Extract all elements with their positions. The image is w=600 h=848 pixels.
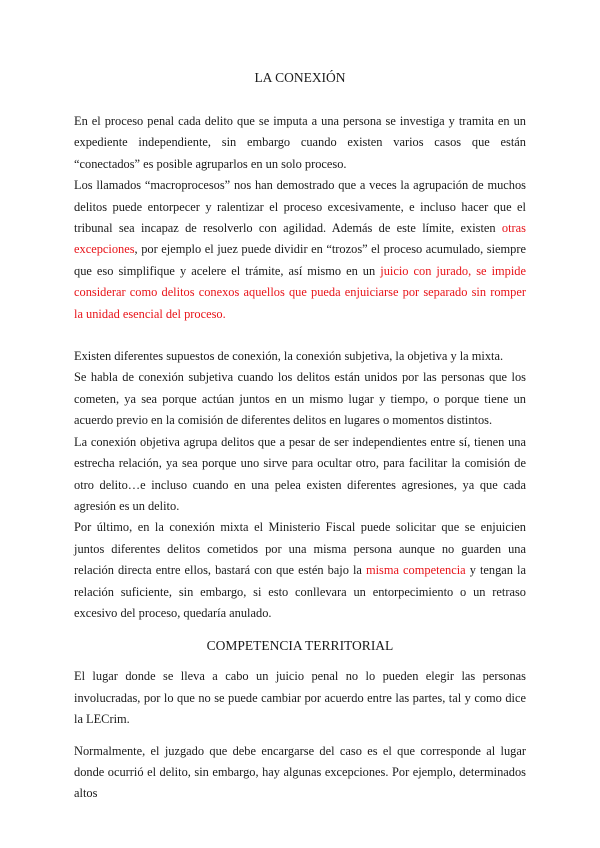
- paragraph-conexion-objetiva: La conexión objetiva agrupa delitos que a pesar de ser independientes entre sí, tienen una estrecha relación, ya sea porque uno sirve para ocultar otro, para facilitar la comisión de otro delito…e incluso cuando en una pelea existen diferentes agresiones, ya que cada agresión es un delito.: [74, 434, 526, 513]
- paragraph-text: , por ejemplo el juez puede dividir en “trozos” el proceso acumulado, siempre que eso simplifique y acelere el trámite, así mismo en un: [74, 242, 526, 278]
- paragraph-text: y tengan la relación suficiente, sin embargo, si esto conllevara un entorpecimiento o un retraso excesivo del proceso, quedaría anulado.: [74, 563, 526, 620]
- section-heading: COMPETENCIA TERRITORIAL: [206, 638, 394, 654]
- spacer: [74, 731, 526, 741]
- paragraph-intro: En el proceso penal cada delito que se imputa a una persona se investiga y tramita en un expediente independiente, sin embargo cuando existen varios casos que están “conectados” es posible agruparlos en un solo proceso.: [74, 114, 526, 171]
- paragraph-juzgado: Normalmente, el juzgado que debe encargarse del caso es el que corresponde al lugar donde ocurrió el delito, sin embargo, hay algunas excepciones. Por ejemplo, determinados altos: [74, 743, 526, 801]
- highlighted-text: misma competencia: [365, 563, 466, 578]
- paragraph-lugar-juicio: El lugar donde se lleva a cabo un juicio penal no lo pueden elegir las personas involucradas, por lo que no se puede cambiar por acuerdo entre las partes, tal y como dice la LECrim.: [74, 669, 526, 727]
- paragraph-text: Los llamados “macroprocesos” nos han demostrado que a veces la agrupación de muchos delitos puede entorpecer y ralentizar el proceso excesivamente, e incluso hacer que el tribunal sea incapaz de resolverlo con agilidad. Además de este límite, existen: [74, 178, 526, 236]
- paragraph-text: Por último, en la conexión mixta el Ministerio Fiscal puede solicitar que se enjuicien juntos diferentes delitos cometidos por una misma persona aunque no guarden una relación directa entre ellos, bastará con que estén bajo la: [74, 520, 526, 578]
- paragraph-conexion-subjetiva: Se habla de conexión subjetiva cuando los delitos están unidos por las personas que los cometen, ya sea porque actúan juntos en un mismo lugar y tiempo, o porque tiene un acuerdo previo en la comisión de diferentes delitos en lugares o momentos distintos.: [74, 370, 526, 428]
- highlighted-text: juicio con jurado, se impide considerar como delitos conexos aquellos que pueda enjuiciarse por separado sin romper la unidad esencial del proceso.: [74, 263, 526, 321]
- page-title: LA CONEXIÓN: [254, 70, 346, 85]
- paragraph-macroprocesos: [74, 175, 526, 325]
- spacer: [74, 325, 526, 346]
- paragraph-supuestos: Existen diferentes supuestos de conexión, la conexión subjetiva, la objetiva y la mixta.: [74, 349, 504, 364]
- highlighted-text: otras excepciones: [74, 221, 526, 257]
- paragraph-conexion-mixta: [74, 517, 526, 624]
